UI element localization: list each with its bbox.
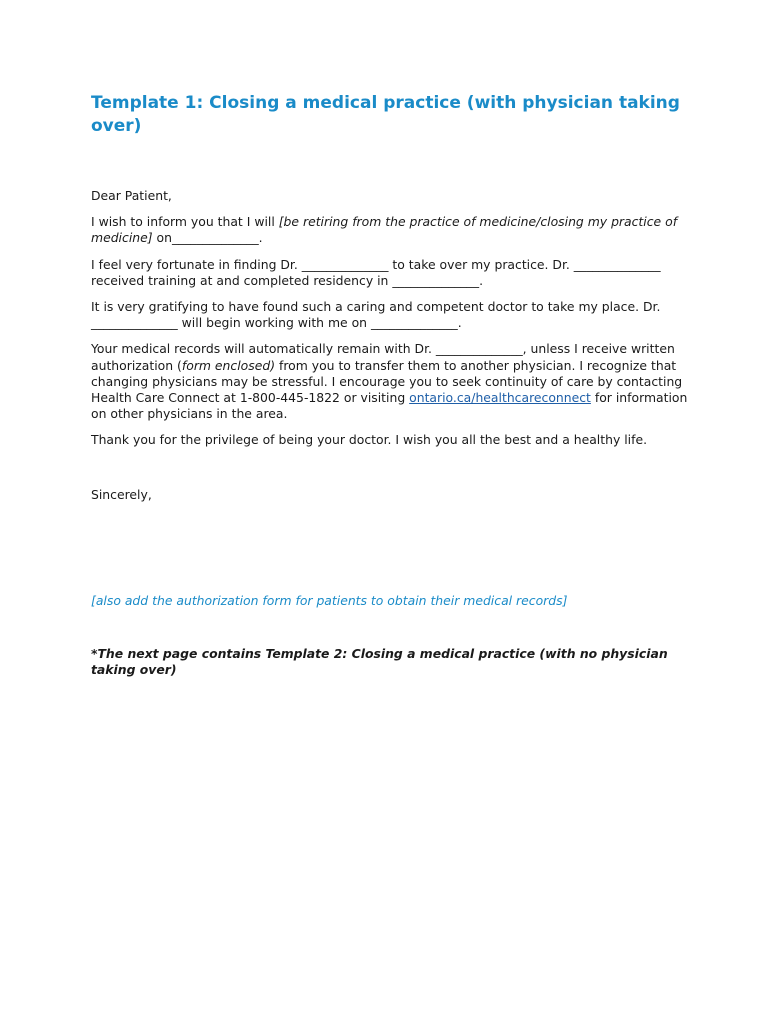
paragraph-text: on______________. [152, 230, 263, 246]
paragraph-start-date [91, 299, 691, 331]
healthcareconnect-link[interactable]: ontario.ca/healthcareconnect [409, 390, 591, 406]
paragraph-thanks: Thank you for the privilege of being your doctor. I wish you all the best and a healthy life. [91, 432, 648, 448]
paragraph-successor [91, 257, 691, 289]
document-page [91, 92, 691, 678]
paragraph-text: from you to transfer them to another physician. I recognize that changing physicians may be stressful. I encourage you to seek continuity of care by contacting Health Care Connect at 1-800-445-1822 or visiting [91, 357, 683, 406]
greeting: Dear Patient, [91, 188, 172, 203]
next-page-note: *The next page contains Template 2: Closing a medical practice (with no physician taking over) [91, 646, 668, 678]
document-title: Template 1: Closing a medical practice (with physician taking over) [91, 93, 680, 136]
paragraph-retirement [91, 214, 691, 246]
authorization-note: [also add the authorization form for patients to obtain their medical records] [91, 592, 568, 608]
paragraph-emphasis: [be retiring from the practice of medicine/closing my practice of medicine] [91, 214, 678, 246]
closing: Sincerely, [91, 486, 152, 502]
paragraph-medical-records [91, 341, 691, 422]
paragraph-emphasis: form enclosed) [181, 357, 276, 373]
paragraph-text: for information on other physicians in the area. [91, 390, 688, 422]
paragraph-text: I feel very fortunate in finding Dr. ______________ to take over my practice. Dr. ______________ received training at and completed residency in ______________. [91, 256, 661, 288]
paragraph-text: Your medical records will automatically remain with Dr. ______________, unless I receive written authorization ( [91, 341, 675, 373]
paragraph-text: I wish to inform you that I will [91, 214, 279, 230]
paragraph-text: It is very gratifying to have found such a caring and competent doctor to take my place. Dr. ______________ will begin working with me on ______________. [91, 299, 661, 331]
